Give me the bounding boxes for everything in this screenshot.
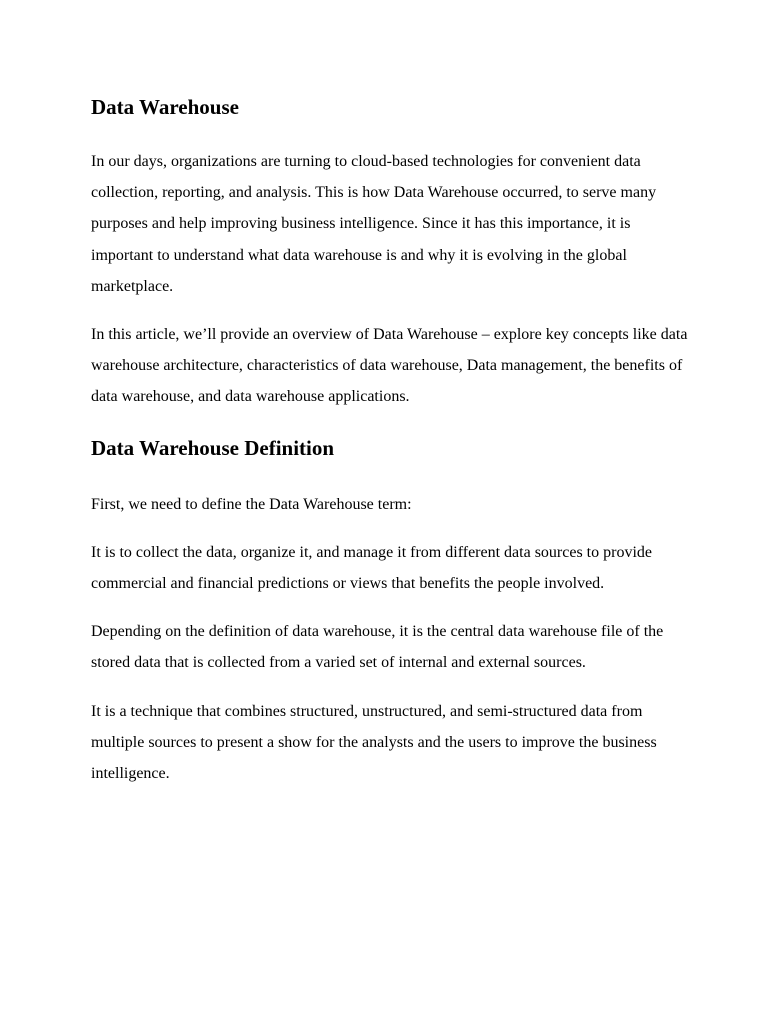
intro-paragraph: In this article, we’ll provide an overview of Data Warehouse – explore key concepts like data warehouse architecture, characteristics of data warehouse, Data management, the benefits of data warehouse, and data warehouse applications. [91,326,688,406]
section-paragraph: It is a technique that combines structured, unstructured, and semi-structured data from multiple sources to present a show for the analysts and the users to improve the business intelligence. [91,702,657,783]
section-heading: Data Warehouse Definition [91,435,335,460]
intro-paragraph: In our days, organizations are turning to cloud-based technologies for convenient data collection, reporting, and analysis. This is how Data Warehouse occurred, to serve many purposes and help improving business intelligence. Since it has this importance, it is important to understand what data warehouse is and why it is evolving in the global marketplace. [91,153,657,295]
section-paragraph: Depending on the definition of data warehouse, it is the central data warehouse file of the stored data that is collected from a varied set of internal and external sources. [91,623,664,672]
section-paragraph: First, we need to define the Data Warehouse term: [91,495,412,513]
document-page [91,92,691,806]
document-title: Data Warehouse [91,95,239,119]
section-paragraph: It is to collect the data, organize it, and manage it from different data sources to provide commercial and financial predictions or views that benefits the people involved. [91,543,652,593]
